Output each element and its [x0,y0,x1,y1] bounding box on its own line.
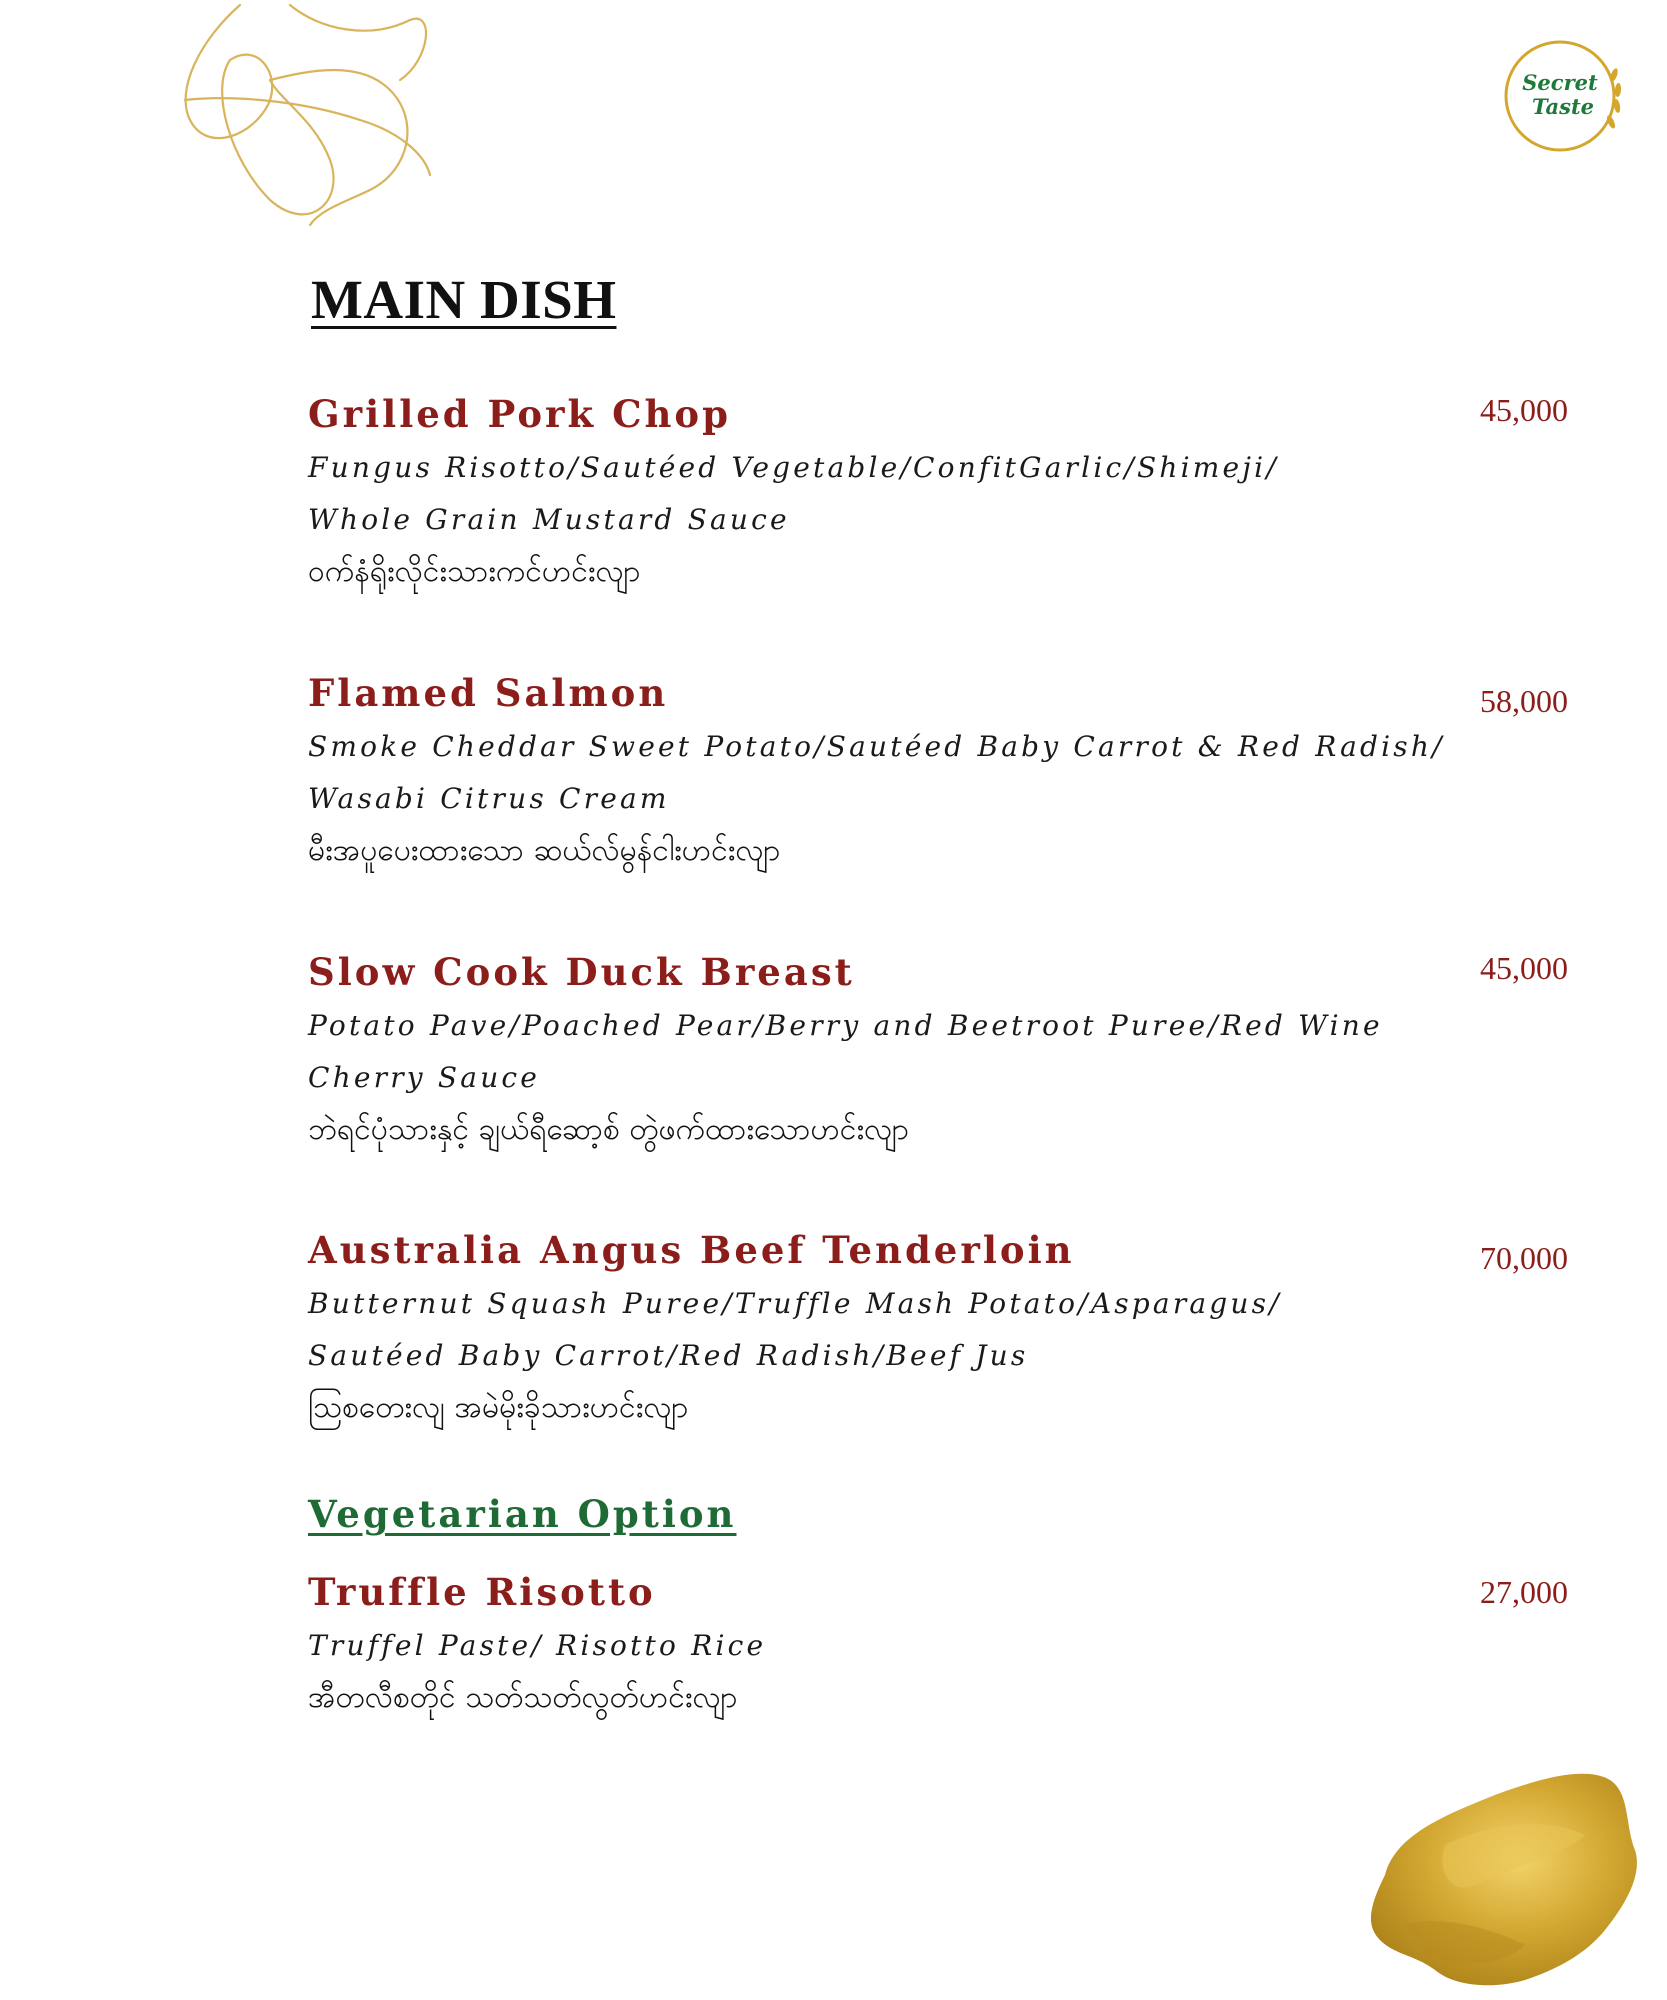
dish-description-line1: Truffel Paste/ Risotto Rice [308,1629,767,1662]
dish-price: 70,000 [1480,1240,1568,1276]
dish-price: 45,000 [1480,392,1568,428]
gold-swirl-decoration [170,0,440,240]
dish-description-line1: Potato Pave/Poached Pear/Berry and Beetroot Puree/Red Wine [308,1009,1383,1042]
menu-item [308,946,1568,1156]
dish-price: 58,000 [1480,683,1568,719]
dish-description [308,721,1568,825]
dish-description-line1: Fungus Risotto/Sautéed Vegetable/ConfitGarlic/Shimeji/ [308,451,1279,484]
menu-item [308,388,1568,598]
logo-text-line1: Secret [1522,70,1598,95]
dish-price: 27,000 [1480,1574,1568,1610]
dish-burmese-name: သြစတေးလျ အမဲမိုးခိုသားဟင်းလျာ [308,1390,689,1425]
dish-description-line1: Smoke Cheddar Sweet Potato/Sautéed Baby Carrot & Red Radish/ [308,730,1445,763]
dish-burmese-name: အီတလီစတိုင် သတ်သတ်လွတ်ဟင်းလျာ [308,1680,738,1715]
vegetarian-option-heading: Vegetarian Option [308,1492,737,1536]
dish-burmese-name: ဘဲရင်ပုံသားနှင့် ချယ်ရီဆော့စ် တွဲဖက်ထားသောဟင်းလျာ [308,1112,910,1147]
dish-description-line2: Sautéed Baby Carrot/Red Radish/Beef Jus [308,1339,1029,1372]
menu-item [308,1566,1568,1724]
dish-name: Australia Angus Beef Tenderloin [308,1228,1075,1272]
dish-description [308,1620,1568,1672]
dish-name: Slow Cook Duck Breast [308,950,855,994]
dish-description-line2: Wasabi Citrus Cream [308,782,670,815]
menu-item [308,667,1568,877]
dish-description [308,442,1568,546]
dish-name: Truffle Risotto [308,1570,656,1614]
dish-description-line2: Cherry Sauce [308,1061,541,1094]
page-title: MAIN DISH [311,269,617,330]
secret-taste-logo [1496,30,1628,162]
dish-name: Grilled Pork Chop [308,392,731,436]
dish-description-line2: Whole Grain Mustard Sauce [308,503,790,536]
dish-burmese-name: ဝက်နံရိုးလိုင်းသားကင်ဟင်းလျာ [308,554,641,589]
dish-burmese-name: မီးအပူပေးထားသော ဆယ်လ်မွန်ငါးဟင်းလျာ [308,833,781,868]
dish-description-line1: Butternut Squash Puree/Truffle Mash Potato/Asparagus/ [308,1287,1282,1320]
dish-description [308,1000,1568,1104]
dish-name: Flamed Salmon [308,671,669,715]
dish-description [308,1278,1568,1382]
gold-paint-splash [1325,1755,1645,1995]
logo-text-line2: Taste [1531,94,1595,119]
dish-price: 45,000 [1480,950,1568,986]
menu-item [308,1224,1568,1434]
